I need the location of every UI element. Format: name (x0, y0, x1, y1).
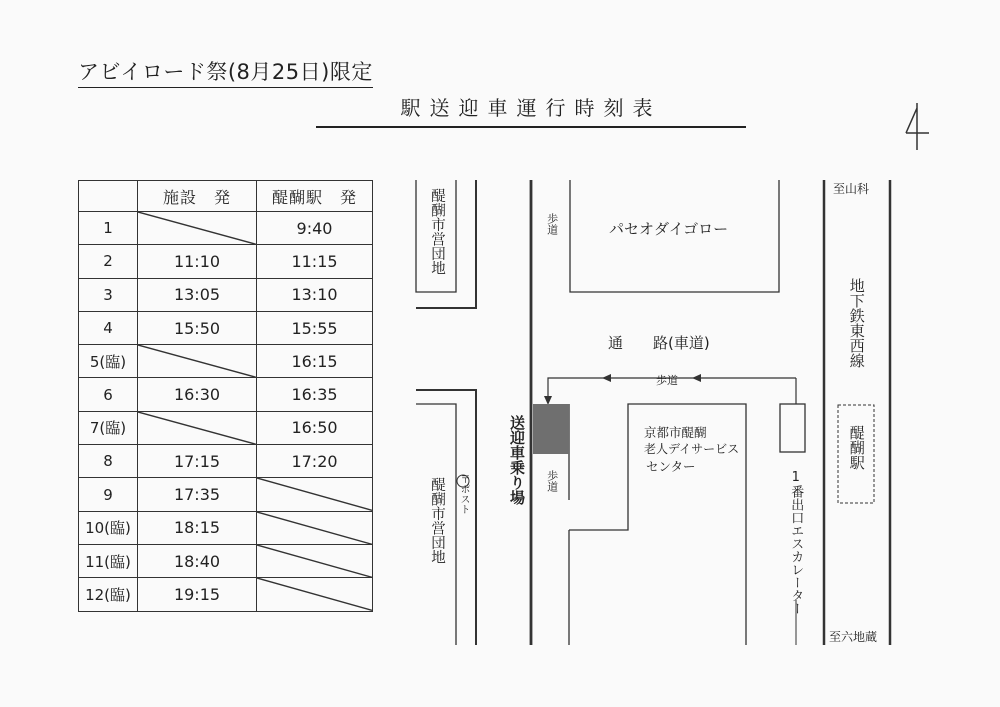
station-departure: 16:35 (257, 378, 373, 411)
row-number: 9 (79, 478, 138, 511)
station-departure: 16:15 (257, 345, 373, 378)
post-label: 〒ポスト (458, 474, 469, 514)
pickup-label: 送迎車乗り場 (508, 415, 526, 505)
to-yamashina-label: 至山科 (833, 182, 870, 196)
row-number: 2 (79, 245, 138, 278)
facility-departure: 17:15 (138, 445, 257, 478)
escalator-box (780, 404, 805, 452)
danchi-bottom-label: 醍醐市営団地 (428, 477, 445, 564)
row-number: 5(臨) (79, 345, 138, 378)
facility-departure: 17:35 (138, 478, 257, 511)
sidewalk-bottom-label: 歩道 (545, 470, 559, 492)
row-number: 7(臨) (79, 411, 138, 444)
exit-escalator-label: 1番出口エスカレーター (788, 470, 804, 615)
center-label-line2: 老人デイサービス (644, 442, 740, 456)
page-subtitle: 駅送迎車運行時刻表 (316, 92, 746, 128)
subway-label: 地下鉄東西線 (847, 278, 866, 368)
row-number: 11(臨) (79, 544, 138, 577)
sidewalk-mid-label: 歩道 (656, 374, 678, 387)
road-label: 通 路(車道) (608, 334, 710, 352)
col-header-facility: 施設 発 (138, 181, 257, 212)
row-number: 8 (79, 445, 138, 478)
danchi-top-label: 醍醐市営団地 (428, 188, 445, 275)
center-label-line1: 京都市醍醐 (644, 425, 707, 440)
row-number: 3 (79, 278, 138, 311)
station-departure: 13:10 (257, 278, 373, 311)
station-departure: 9:40 (257, 212, 373, 245)
to-rokujizo-label: 至六地蔵 (829, 630, 878, 644)
arrow-head-2 (602, 374, 611, 382)
station-departure: 11:15 (257, 245, 373, 278)
arrow-head-3 (692, 374, 701, 382)
sidewalk-top-label: 歩道 (545, 213, 559, 235)
page-title: アビイロード祭(8月25日)限定 (78, 56, 373, 88)
station-departure: 15:55 (257, 311, 373, 344)
row-number: 6 (79, 378, 138, 411)
row-number: 1 (79, 212, 138, 245)
facility-departure: 13:05 (138, 278, 257, 311)
facility-departure: 15:50 (138, 311, 257, 344)
facility-departure: 16:30 (138, 378, 257, 411)
arrow-head-1 (544, 396, 552, 405)
row-number: 4 (79, 311, 138, 344)
row-number: 10(臨) (79, 511, 138, 544)
road-edge-lower-left (416, 390, 476, 645)
road-edge-upper-left (416, 180, 476, 308)
pickup-area (533, 404, 569, 454)
facility-departure: 18:40 (138, 544, 257, 577)
center-label-line3: センター (646, 459, 696, 474)
north-arrow (906, 103, 929, 150)
facility-departure: 11:10 (138, 245, 257, 278)
paseo-label: パセオダイゴロー (609, 220, 729, 238)
daigo-station-label: 醍醐駅 (847, 425, 866, 470)
row-number: 12(臨) (79, 578, 138, 611)
facility-departure: 18:15 (138, 511, 257, 544)
col-header-station: 醍醐駅 発 (257, 181, 373, 212)
station-departure: 16:50 (257, 411, 373, 444)
station-departure: 17:20 (257, 445, 373, 478)
facility-departure: 19:15 (138, 578, 257, 611)
